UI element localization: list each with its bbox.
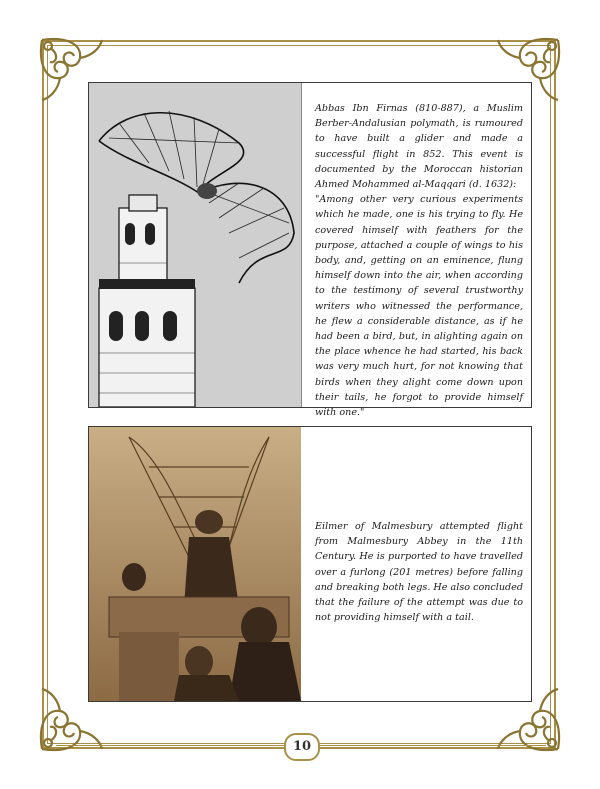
illustration-ibn-firnas-glider: [89, 83, 302, 407]
section-eilmer: [88, 426, 532, 702]
illustration-eilmer-flight: [89, 427, 301, 701]
page-number: 10: [284, 733, 320, 761]
ibn-firnas-quote: "Among other very curious experiments which he made, one is his trying to fly. He covered himself with feathers for the purpose, attached a couple of wings to his body, and, getting on an eminence, flung himself down into the air, when according to the testimony of several trustworthy writers who witnessed the performance, he flew a considerable distance, as if he had been a bird, but, in alighting again on the place whence he had started, his back was very much hurt, for not knowing that birds when they alight come down upon their tails, he forgot to provide himself with one.": [315, 194, 523, 419]
ibn-firnas-text: [315, 101, 523, 420]
eilmer-text: Eilmer of Malmesbury attempted flight from Malmesbury Abbey in the 11th Century. He is purported to have travelled over a furlong (201 metres) before falling and breaking both legs. He also concluded that the failure of the attempt was due to not providing himself with a tail.: [315, 521, 523, 624]
footer-rule-right: [318, 745, 546, 746]
section-ibn-firnas: [88, 82, 532, 419]
page-number-badge: [250, 733, 350, 763]
ibn-firnas-intro: Abbas Ibn Firnas (810-887), a Muslim Berber-Andalusian polymath, is rumoured to have built a glider and made a successful flight in 852. This event is documented by the Moroccan historian Ahmed Mohammed al-Maqqari (d. 1632):: [315, 103, 523, 191]
